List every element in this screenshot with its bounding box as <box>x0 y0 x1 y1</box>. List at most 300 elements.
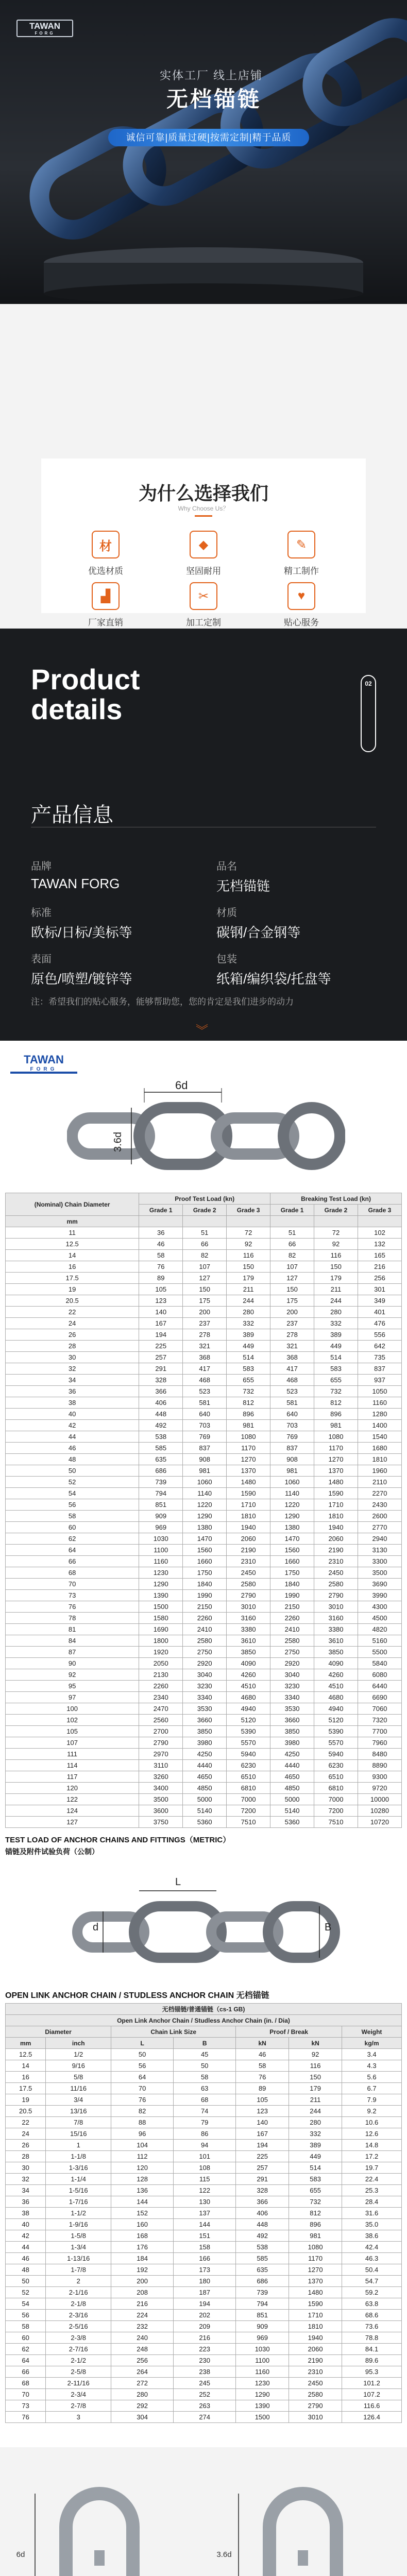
table-cell: 655 <box>289 2185 342 2196</box>
table-cell: 2-5/16 <box>46 2321 111 2332</box>
table-cell: 514 <box>227 1352 270 1363</box>
table-cell: 16 <box>6 2072 46 2083</box>
table-cell: 82 <box>270 1250 314 1261</box>
table-cell: 908 <box>183 1454 227 1465</box>
table-cell: 909 <box>139 1511 183 1522</box>
table-cell: 449 <box>227 1341 270 1352</box>
table-cell: 104 <box>111 2140 174 2151</box>
table-cell: 208 <box>111 2287 174 2298</box>
table-cell: 81 <box>6 1624 139 1635</box>
table-cell: 13/16 <box>46 2106 111 2117</box>
table-cell: 1500 <box>139 1601 183 1613</box>
table-cell: 6690 <box>358 1692 401 1703</box>
table-cell: 107 <box>183 1261 227 1273</box>
table-row <box>6 2219 402 2230</box>
brand-logo <box>10 1053 77 1074</box>
table-cell: 794 <box>139 1488 183 1499</box>
table-cell: 66 <box>183 1239 227 1250</box>
dimension-label: 3.6d <box>216 2550 232 2559</box>
table-cell: 17.5 <box>6 2083 46 2094</box>
table-cell: 5840 <box>358 1658 401 1669</box>
table-cell: 2190 <box>289 2355 342 2366</box>
table-cell: 3380 <box>227 1624 270 1635</box>
table-cell: 45 <box>174 2049 236 2060</box>
table-row <box>6 1715 402 1726</box>
table-row <box>6 1817 402 1828</box>
table-cell: 2050 <box>139 1658 183 1669</box>
table-row <box>6 1522 402 1533</box>
table-cell: 4300 <box>358 1601 401 1613</box>
table-cell: 3400 <box>139 1783 183 1794</box>
table-cell: 2920 <box>270 1658 314 1669</box>
table-row <box>6 1579 402 1590</box>
table-cell: 556 <box>358 1329 401 1341</box>
table-cell: 2580 <box>183 1635 227 1647</box>
table-cell: 969 <box>139 1522 183 1533</box>
table-cell: 1100 <box>236 2355 289 2366</box>
table-row <box>6 1318 402 1329</box>
table-cell: 2-3/4 <box>46 2389 111 2400</box>
table-cell: 12.6 <box>342 2128 402 2140</box>
table-row <box>6 1669 402 1681</box>
table-cell: 120 <box>111 2162 174 2174</box>
table-cell: 173 <box>174 2264 236 2276</box>
shield-icon: ◆ <box>190 531 217 558</box>
table-cell: 3500 <box>358 1567 401 1579</box>
details-title-en <box>31 665 140 724</box>
table-cell: 703 <box>183 1420 227 1431</box>
table-cell: 1230 <box>139 1567 183 1579</box>
table-cell: 114 <box>6 1760 139 1771</box>
table-cell: 168 <box>111 2230 174 2242</box>
table-cell: 63 <box>174 2083 236 2094</box>
table-cell: 1370 <box>227 1465 270 1477</box>
table-row <box>6 1454 402 1465</box>
table-cell: 62 <box>6 1533 139 1545</box>
table-cell: 3980 <box>270 1737 314 1749</box>
table-cell: 492 <box>236 2230 289 2242</box>
table-row <box>6 2253 402 2264</box>
table-cell: 981 <box>227 1420 270 1431</box>
feature-label: 加工定制 <box>186 618 221 628</box>
table-row <box>6 1805 402 1817</box>
table-cell: 167 <box>236 2128 289 2140</box>
table-cell: 640 <box>183 1409 227 1420</box>
value-package: 纸箱/编织袋/托盘等 <box>216 971 331 987</box>
table-row <box>6 1726 402 1737</box>
table-cell: 2600 <box>358 1511 401 1522</box>
table-cell: 111 <box>6 1749 139 1760</box>
table-cell: 6.7 <box>342 2083 402 2094</box>
feature-crafted <box>268 531 335 587</box>
unit: mm <box>6 2038 46 2049</box>
table-row <box>6 1250 402 1261</box>
table-cell: 585 <box>139 1443 183 1454</box>
table-cell: 1380 <box>270 1522 314 1533</box>
table-row <box>6 1273 402 1284</box>
value-surface: 原色/喷塑/镀锌等 <box>31 971 132 987</box>
table-row <box>6 2174 402 2185</box>
table-cell: 1-1/4 <box>46 2174 111 2185</box>
table-cell: 70 <box>111 2083 174 2094</box>
table-cell: 26 <box>6 2140 46 2151</box>
chain-diagram <box>67 1072 345 1185</box>
table-cell: 44 <box>6 2242 46 2253</box>
table-cell: 175 <box>183 1295 227 1307</box>
table-cell: 180 <box>174 2276 236 2287</box>
table-cell: 1370 <box>314 1465 358 1477</box>
table-cell: 640 <box>270 1409 314 1420</box>
table-row <box>6 2355 402 2366</box>
table-row <box>6 1284 402 1295</box>
table-cell: 514 <box>289 2162 342 2174</box>
table-title-en: Open Link Anchor Chain / Studless Anchor Chain (in. / Dia) <box>6 2015 402 2026</box>
table-cell: 5570 <box>227 1737 270 1749</box>
table-cell: 1170 <box>289 2253 342 2264</box>
table-cell: 417 <box>270 1363 314 1375</box>
table-cell: 230 <box>174 2355 236 2366</box>
table-cell: 3610 <box>314 1635 358 1647</box>
table-cell: 2190 <box>314 1545 358 1556</box>
table-cell: 1580 <box>139 1613 183 1624</box>
table-cell: 280 <box>314 1307 358 1318</box>
table-row <box>6 1511 402 1522</box>
why-choose-us <box>0 304 407 629</box>
table-cell: 264 <box>111 2366 174 2378</box>
table-cell: 4680 <box>227 1692 270 1703</box>
table-cell: 280 <box>227 1307 270 1318</box>
table-cell: 655 <box>227 1375 270 1386</box>
table-row <box>6 2060 402 2072</box>
table-row <box>6 1692 402 1703</box>
wrench-icon: ✎ <box>287 531 315 558</box>
table-cell: 200 <box>270 1307 314 1318</box>
table-cell: 50 <box>111 2049 174 2060</box>
table-cell: 130 <box>174 2196 236 2208</box>
table-cell: 216 <box>174 2332 236 2344</box>
table-cell: 2470 <box>139 1703 183 1715</box>
table-cell: 3530 <box>183 1703 227 1715</box>
table-cell: 150 <box>227 1261 270 1273</box>
table-cell: 1-7/16 <box>46 2196 111 2208</box>
table-cell: 20.5 <box>6 2106 46 2117</box>
heart-icon: ♥ <box>287 582 315 610</box>
table-cell: 3380 <box>314 1624 358 1635</box>
table-cell: 1060 <box>270 1477 314 1488</box>
table-cell: 73 <box>6 2400 46 2412</box>
table-cell: 4650 <box>183 1771 227 1783</box>
table-cell: 538 <box>139 1431 183 1443</box>
col-grade: Grade 1 <box>270 1205 314 1216</box>
table-cell: 1030 <box>236 2344 289 2355</box>
table-caption-zh: 锚链及附件试验负荷（公制） <box>5 1848 99 1856</box>
label-standard: 标准 <box>31 907 52 919</box>
table-cell: 4850 <box>270 1783 314 1794</box>
table-cell: 1660 <box>270 1556 314 1567</box>
table-cell: 4510 <box>227 1681 270 1692</box>
feature-label: 坚固耐用 <box>186 566 221 576</box>
table-cell: 26 <box>6 1329 139 1341</box>
table-cell: 256 <box>111 2355 174 2366</box>
table-cell: 211 <box>227 1284 270 1295</box>
table-cell: 108 <box>174 2162 236 2174</box>
table-cell: 2560 <box>139 1715 183 1726</box>
table-cell: 2790 <box>227 1590 270 1601</box>
table-cell: 1290 <box>139 1579 183 1590</box>
table-cell: 7060 <box>358 1703 401 1715</box>
hero-slogan: 诚信可靠|质量过硬|按需定制|精于品质 <box>108 129 309 146</box>
table-cell: 4820 <box>358 1624 401 1635</box>
table-row <box>6 1352 402 1363</box>
table-cell: 4250 <box>270 1749 314 1760</box>
table-cell: 102 <box>358 1227 401 1239</box>
table-cell: 468 <box>183 1375 227 1386</box>
table-cell: 2190 <box>227 1545 270 1556</box>
table-row <box>6 1760 402 1771</box>
table-cell: 1470 <box>270 1533 314 1545</box>
table-cell: 211 <box>314 1284 358 1295</box>
table-cell: 2430 <box>358 1499 401 1511</box>
col-break: Breaking Test Load (kn) <box>270 1193 402 1205</box>
table-cell: 3660 <box>183 1715 227 1726</box>
table-row <box>6 2117 402 2128</box>
table-cell: 244 <box>227 1295 270 1307</box>
table-cell: 2410 <box>270 1624 314 1635</box>
table-cell: 19 <box>6 2094 46 2106</box>
table-cell: 187 <box>174 2287 236 2298</box>
table-cell: 4090 <box>227 1658 270 1669</box>
table-cell: 64 <box>6 1545 139 1556</box>
table-cell: 3 <box>46 2412 111 2423</box>
table-cell: 5/8 <box>46 2072 111 2083</box>
fitting-drawing <box>25 2478 179 2576</box>
table-cell: 896 <box>227 1409 270 1420</box>
table-cell: 3850 <box>227 1647 270 1658</box>
table-cell: 366 <box>139 1386 183 1397</box>
table-cell: 2770 <box>358 1522 401 1533</box>
table-cell: 86 <box>174 2128 236 2140</box>
table-cell: 1030 <box>139 1533 183 1545</box>
table-cell: 3850 <box>183 1726 227 1737</box>
table-cell: 8480 <box>358 1749 401 1760</box>
table-cell: 14 <box>6 2060 46 2072</box>
table-cell: 1060 <box>183 1477 227 1488</box>
table-cell: 256 <box>358 1273 401 1284</box>
table-cell: 5940 <box>227 1749 270 1760</box>
table-cell: 74 <box>174 2106 236 2117</box>
fittings-diagrams <box>0 2447 407 2576</box>
table-cell: 1590 <box>227 1488 270 1499</box>
table-cell: 3530 <box>270 1703 314 1715</box>
table-row <box>6 1499 402 1511</box>
table-cell: 6510 <box>314 1771 358 1783</box>
table-cell: 107.2 <box>342 2389 402 2400</box>
table-cell: 19 <box>6 1284 139 1295</box>
table-cell: 150 <box>183 1284 227 1295</box>
table-cell: 87 <box>6 1647 139 1658</box>
table-cell: 6510 <box>227 1771 270 1783</box>
table-cell: 56 <box>111 2060 174 2072</box>
table-cell: 90 <box>6 1658 139 1669</box>
table-row <box>6 2321 402 2332</box>
table-row <box>6 2276 402 2287</box>
table-cell: 272 <box>111 2378 174 2389</box>
table-cell: 1-5/16 <box>46 2185 111 2196</box>
table-cell: 1660 <box>183 1556 227 1567</box>
table-cell: 14 <box>6 1250 139 1261</box>
table-cell: 257 <box>236 2162 289 2174</box>
table-row <box>6 1295 402 1307</box>
table-cell: 4090 <box>314 1658 358 1669</box>
table-cell: 3980 <box>183 1737 227 1749</box>
table-row <box>6 1737 402 1749</box>
table-cell: 3850 <box>270 1726 314 1737</box>
table-cell: 89.6 <box>342 2355 402 2366</box>
table-cell: 252 <box>174 2389 236 2400</box>
table-cell: 8890 <box>358 1760 401 1771</box>
table-cell: 144 <box>111 2196 174 2208</box>
table-cell: 3/4 <box>46 2094 111 2106</box>
table-cell: 401 <box>358 1307 401 1318</box>
label-surface: 表面 <box>31 954 52 965</box>
table-cell: 732 <box>314 1386 358 1397</box>
table-cell: 896 <box>314 1409 358 1420</box>
table-cell: 5500 <box>358 1647 401 1658</box>
table-caption: OPEN LINK ANCHOR CHAIN / STUDLESS ANCHOR CHAIN 无档锚链 <box>5 1991 269 2000</box>
logo-main: TAWAN <box>24 1053 64 1066</box>
table-row <box>6 2389 402 2400</box>
table-cell: 202 <box>174 2310 236 2321</box>
table-cell: 1800 <box>139 1635 183 1647</box>
table-cell: 5000 <box>270 1794 314 1805</box>
table-cell: 50 <box>174 2060 236 2072</box>
table-cell: 120 <box>6 1783 139 1794</box>
feature-custom <box>170 582 237 629</box>
table-cell: 38.6 <box>342 2230 402 2242</box>
table-cell: 107 <box>270 1261 314 1273</box>
table-cell: 105 <box>6 1726 139 1737</box>
table-cell: 1750 <box>270 1567 314 1579</box>
table-cell: 1-3/4 <box>46 2242 111 2253</box>
table-row <box>6 2072 402 2083</box>
table-cell: 5570 <box>314 1737 358 1749</box>
table-cell: 2060 <box>289 2344 342 2355</box>
table-row <box>6 1239 402 1250</box>
table-cell: 38 <box>6 1397 139 1409</box>
table-cell: 6230 <box>227 1760 270 1771</box>
table-cell: 102 <box>6 1715 139 1726</box>
table-cell: 389 <box>314 1329 358 1341</box>
table-cell: 263 <box>174 2400 236 2412</box>
table-cell: 837 <box>358 1363 401 1375</box>
table-cell: 116 <box>314 1250 358 1261</box>
table-cell: 76 <box>236 2072 289 2083</box>
col-grade: Grade 2 <box>314 1205 358 1216</box>
table-cell: 54 <box>6 2298 46 2310</box>
table-cell: 100 <box>6 1703 139 1715</box>
table-cell: 1270 <box>289 2264 342 2276</box>
feature-material <box>72 531 139 587</box>
table-cell: 150 <box>289 2072 342 2083</box>
table-cell: 581 <box>183 1397 227 1409</box>
col-load: Proof / Break <box>236 2026 342 2038</box>
table-cell: 585 <box>236 2253 289 2264</box>
table-cell: 244 <box>289 2106 342 2117</box>
feature-service <box>268 582 335 629</box>
table-cell: 48 <box>6 2264 46 2276</box>
table-cell: 1290 <box>183 1511 227 1522</box>
table-cell: 3340 <box>270 1692 314 1703</box>
table-cell: 2 <box>46 2276 111 2287</box>
table-cell: 32 <box>6 2174 46 2185</box>
table-cell: 812 <box>289 2208 342 2219</box>
table-cell: 179 <box>314 1273 358 1284</box>
table-cell: 301 <box>358 1284 401 1295</box>
feature-factory <box>72 582 139 629</box>
table-row <box>6 1601 402 1613</box>
table-cell: 2410 <box>183 1624 227 1635</box>
table-cell: 837 <box>270 1443 314 1454</box>
unit: kN <box>289 2038 342 2049</box>
table-cell: 969 <box>236 2332 289 2344</box>
table-cell: 332 <box>227 1318 270 1329</box>
table-cell: 2-5/8 <box>46 2366 111 2378</box>
table-cell: 3230 <box>270 1681 314 1692</box>
dim-d: d <box>93 1922 99 1933</box>
table-cell: 1-5/8 <box>46 2230 111 2242</box>
table-cell: 291 <box>236 2174 289 2185</box>
table-cell: 76 <box>139 1261 183 1273</box>
table-cell: 225 <box>236 2151 289 2162</box>
table-cell: 280 <box>289 2117 342 2128</box>
table-cell: 42 <box>6 1420 139 1431</box>
table-cell: 4850 <box>183 1783 227 1794</box>
table-cell: 52 <box>6 2287 46 2298</box>
table-title-zh: 无档锚链/普通锚链（cs-1 GB) <box>6 2004 402 2015</box>
studless-table <box>5 2003 402 2423</box>
table-cell: 7960 <box>358 1737 401 1749</box>
table-cell: 3850 <box>314 1647 358 1658</box>
table-row <box>6 1307 402 1318</box>
table-cell: 224 <box>111 2310 174 2321</box>
table-cell: 1480 <box>289 2287 342 2298</box>
table-cell: 28 <box>6 2151 46 2162</box>
table-cell: 3600 <box>139 1805 183 1817</box>
table-cell: 20.5 <box>6 1295 139 1307</box>
table-cell: 1390 <box>139 1590 183 1601</box>
table-cell: 1370 <box>289 2276 342 2287</box>
table-row <box>6 1658 402 1669</box>
table-cell: 304 <box>111 2412 174 2423</box>
table-cell: 1940 <box>314 1522 358 1533</box>
table-cell: 66 <box>270 1239 314 1250</box>
table-cell: 1560 <box>183 1545 227 1556</box>
table-cell: 4260 <box>227 1669 270 1681</box>
table-cell: 24 <box>6 1318 139 1329</box>
table-cell: 368 <box>183 1352 227 1363</box>
table-cell: 837 <box>183 1443 227 1454</box>
table-cell: 51 <box>270 1227 314 1239</box>
table-cell: 1160 <box>139 1556 183 1567</box>
table-cell: 769 <box>270 1431 314 1443</box>
table-row <box>6 1443 402 1454</box>
table-cell: 3010 <box>289 2412 342 2423</box>
table-cell: 84.1 <box>342 2344 402 2355</box>
table-cell: 68 <box>174 2094 236 2106</box>
table-cell: 328 <box>139 1375 183 1386</box>
table-cell: 150 <box>270 1284 314 1295</box>
table-row <box>6 1703 402 1715</box>
